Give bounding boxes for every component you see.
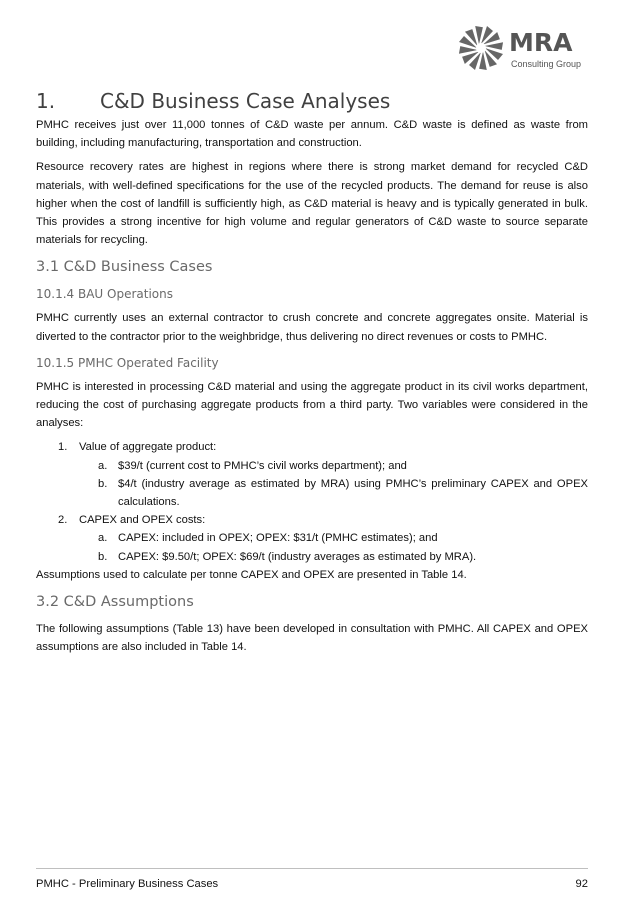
section-heading-3-1: 3.1 C&D Business Cases xyxy=(36,259,213,276)
subheading-10-1-4: 10.1.4 BAU Operations xyxy=(36,287,173,302)
assumptions-line: Assumptions used to calculate per tonne CAPEX and OPEX are presented in Table 14. xyxy=(36,568,467,581)
list-subitem xyxy=(36,475,588,511)
assumptions-paragraph: The following assumptions (Table 13) have been developed in consultation with PMHC. All CAPEX and OPEX assumptions are also included in Table 14. xyxy=(36,623,588,654)
subheading-10-1-5: 10.1.5 PMHC Operated Facility xyxy=(36,355,219,370)
list-subitem xyxy=(36,457,588,475)
company-logo xyxy=(455,22,595,74)
list-item-text: $4/t (industry average as estimated by MRA) using PMHC’s preliminary CAPEX and OPEX calculations. xyxy=(118,477,588,509)
heading-title: C&D Business Case Analyses xyxy=(100,89,391,113)
list-marker: a. xyxy=(98,459,108,472)
footer-divider xyxy=(36,868,588,869)
logo-wordmark: MRA xyxy=(509,28,573,57)
variables-list xyxy=(36,438,588,565)
list-marker: b. xyxy=(98,477,108,490)
list-item-text: $39/t (current cost to PMHC’s civil works department); and xyxy=(118,459,407,472)
list-marker: b. xyxy=(98,550,108,563)
intro-paragraph-2: Resource recovery rates are highest in regions where there is strong market demand for recycled C&D materials, with well-defined specifications for the use of the recycled products. The demand for reuse is also higher when the cost of landfill is sufficiently high, as C&D material is heavy and is typically generated in bulk. This provides a strong incentive for high volume and regular generators of C&D waste to source separate materials for recycling. xyxy=(36,161,588,247)
list-item-text: CAPEX: $9.50/t; OPEX: $69/t (industry averages as estimated by MRA). xyxy=(118,550,477,563)
footer-title: PMHC - Preliminary Business Cases xyxy=(36,878,219,890)
section-heading-1 xyxy=(36,88,588,114)
section-heading-3-2: 3.2 C&D Assumptions xyxy=(36,594,194,611)
list-marker: 2. xyxy=(58,514,68,527)
list-subitem xyxy=(36,548,588,566)
bau-paragraph: PMHC currently uses an external contractor to crush concrete and concrete aggregates onsite. Material is diverted to the contractor prior to the weighbridge, thus delivering no direct revenues or costs to PMHC. xyxy=(36,312,588,343)
page-number: 92 xyxy=(575,878,588,890)
list-subitem xyxy=(36,529,588,547)
mra-pinwheel-logo-icon xyxy=(455,22,507,74)
list-item xyxy=(36,511,588,529)
list-item-text: Value of aggregate product: xyxy=(79,441,217,454)
intro-paragraph-1: PMHC receives just over 11,000 tonnes of C&D waste per annum. C&D waste is defined as waste from building, including manufacturing, transportation and construction. xyxy=(36,119,588,150)
list-marker: a. xyxy=(98,532,108,545)
list-item-text: CAPEX: included in OPEX; OPEX: $31/t (PMHC estimates); and xyxy=(118,532,438,545)
page-content xyxy=(36,88,588,662)
heading-number: 1. xyxy=(36,89,56,113)
logo-subtitle: Consulting Group xyxy=(511,59,582,69)
list-item xyxy=(36,438,588,456)
facility-paragraph: PMHC is interested in processing C&D material and using the aggregate product in its civil works department, reducing the cost of purchasing aggregate products from a third party. Two variables were considered in the analyses: xyxy=(36,380,588,430)
list-item-text: CAPEX and OPEX costs: xyxy=(79,514,206,527)
list-marker: 1. xyxy=(58,441,68,454)
